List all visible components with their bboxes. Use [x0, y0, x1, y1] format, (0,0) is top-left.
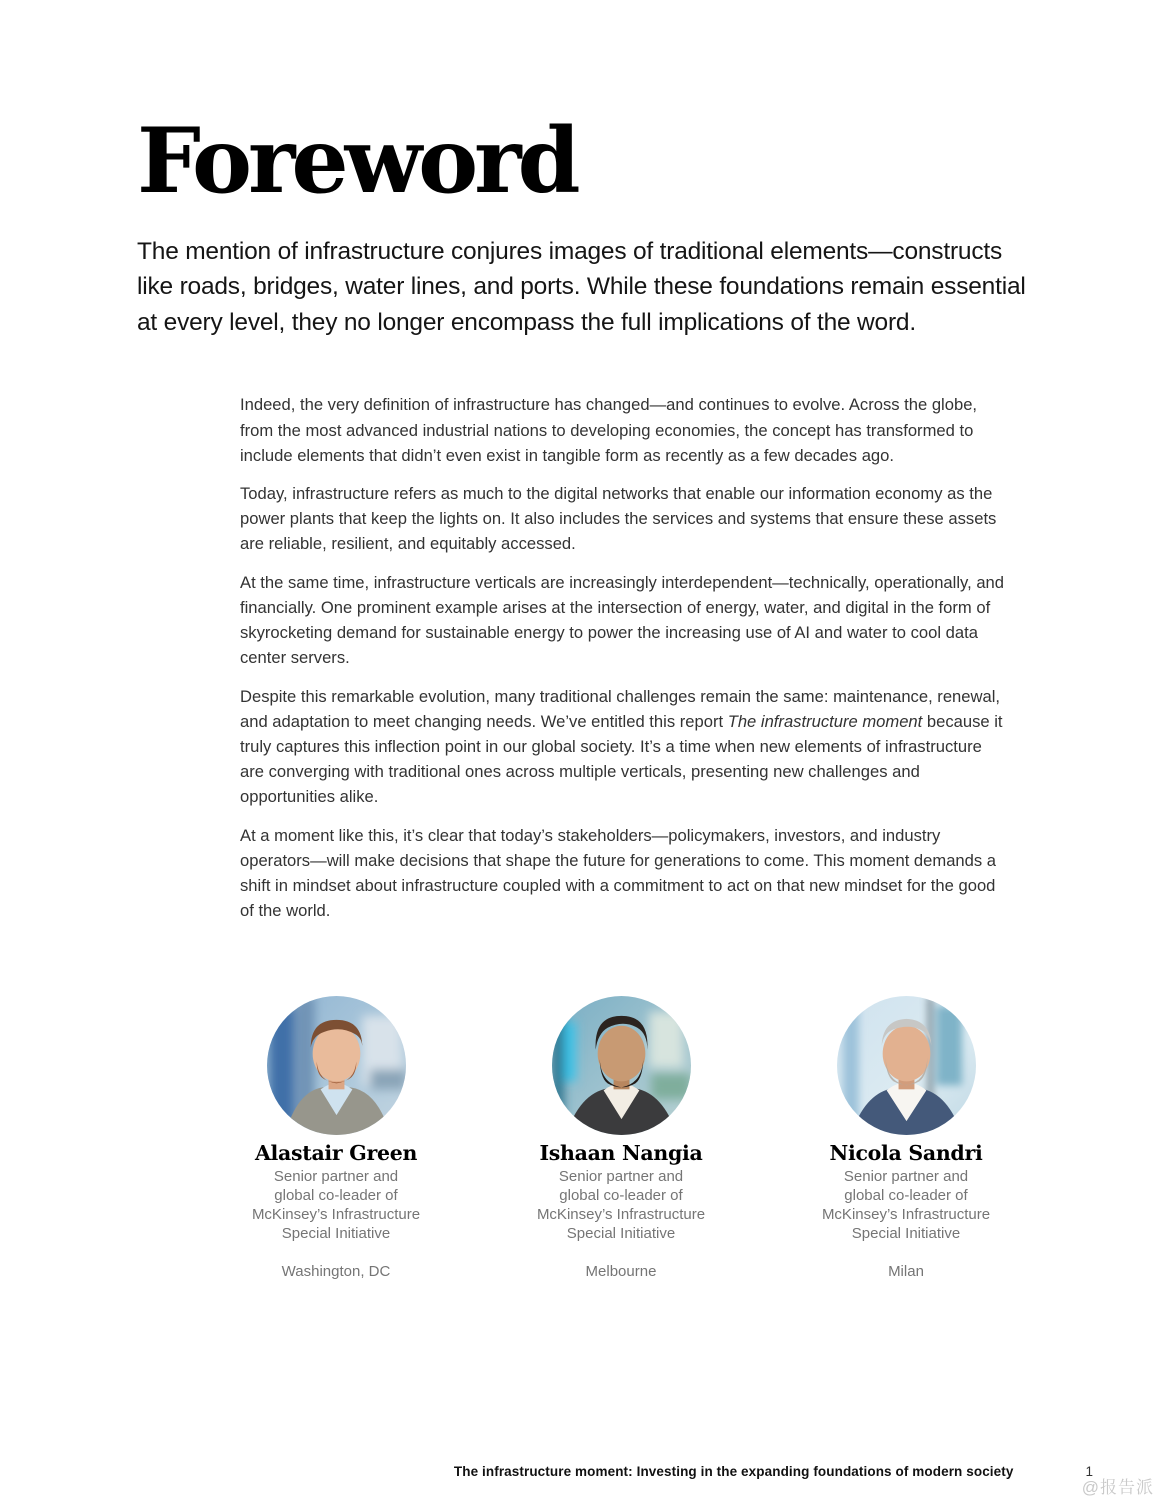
- author-name: Nicola Sandri: [829, 1140, 983, 1165]
- author-name: Alastair Green: [254, 1140, 418, 1165]
- author-location: Milan: [888, 1262, 924, 1280]
- footer-report-title: The infrastructure moment: Investing in the expanding foundations of modern society: [453, 1464, 1014, 1479]
- portrait-photo: [552, 996, 691, 1135]
- page-number: 1: [1085, 1464, 1093, 1479]
- author-card: [775, 996, 1037, 1280]
- author-role: Senior partner and global co-leader of McKinsey’s Infrastructure Special Initiative: [251, 1168, 421, 1242]
- author-role: Senior partner and global co-leader of McKinsey’s Infrastructure Special Initiative: [536, 1168, 706, 1242]
- author-photo-nicola-sandri: [837, 996, 976, 1135]
- body-paragraph-segment: Despite this remarkable evolution, many traditional challenges remain the same: maintenance, renewal, and adaptation to meet changing needs. We’ve entitled this report: [240, 686, 1001, 731]
- portrait-photo: [267, 996, 406, 1135]
- page-title: Foreword: [137, 108, 577, 214]
- authors-row: [205, 996, 1037, 1280]
- body-paragraph: [240, 684, 1010, 810]
- portrait-photo: [837, 996, 976, 1135]
- body-paragraph: At the same time, infrastructure verticals are increasingly interdependent—technically, operationally, and financially. One prominent example arises at the intersection of energy, water, and digital in the form of skyrocketing demand for sustainable energy to power the increasing use of AI and water to cool data center servers.: [240, 572, 1005, 668]
- intro-paragraph: The mention of infrastructure conjures images of traditional elements—constructs like roads, bridges, water lines, and ports. While these foundations remain essential at every level, they no longer encompass the full implications of the word.: [137, 237, 1026, 336]
- page-footer: [137, 1464, 1093, 1479]
- author-location: Washington, DC: [281, 1262, 391, 1280]
- author-card: [205, 996, 467, 1280]
- author-name: Ishaan Nangia: [539, 1140, 703, 1165]
- author-photo-alastair-green: [267, 996, 406, 1135]
- report-title-italic: The infrastructure moment: [727, 711, 923, 731]
- author-role: Senior partner and global co-leader of McKinsey’s Infrastructure Special Initiative: [821, 1168, 991, 1242]
- author-photo-ishaan-nangia: [552, 996, 691, 1135]
- body-paragraph: Today, infrastructure refers as much to the digital networks that enable our information economy as the power plants that keep the lights on. It also includes the services and systems that ensure these assets are reliable, resilient, and equitably accessed.: [240, 484, 997, 554]
- body-paragraph: Indeed, the very definition of infrastructure has changed—and continues to evolve. Across the globe, from the most advanced industrial nations to developing economies, the concept has transformed to include elements that didn’t even exist in tangible form as recently as a few decades ago.: [240, 395, 978, 465]
- watermark: @报告派: [1081, 1478, 1154, 1497]
- body-text: [240, 392, 1010, 923]
- body-paragraph: At a moment like this, it’s clear that today’s stakeholders—policymakers, investors, and industry operators—will make decisions that shape the future for generations to come. This moment demands a shift in mindset about infrastructure coupled with a commitment to act on that new mindset for the good of the world.: [240, 825, 997, 921]
- author-card: [490, 996, 752, 1280]
- body-paragraph-segment: because it truly captures this inflection point in our global society. It’s a time when new elements of infrastructure are converging with traditional ones across multiple verticals, presenting new challenges and opportunities alike.: [240, 711, 1003, 807]
- author-location: Melbourne: [585, 1262, 657, 1280]
